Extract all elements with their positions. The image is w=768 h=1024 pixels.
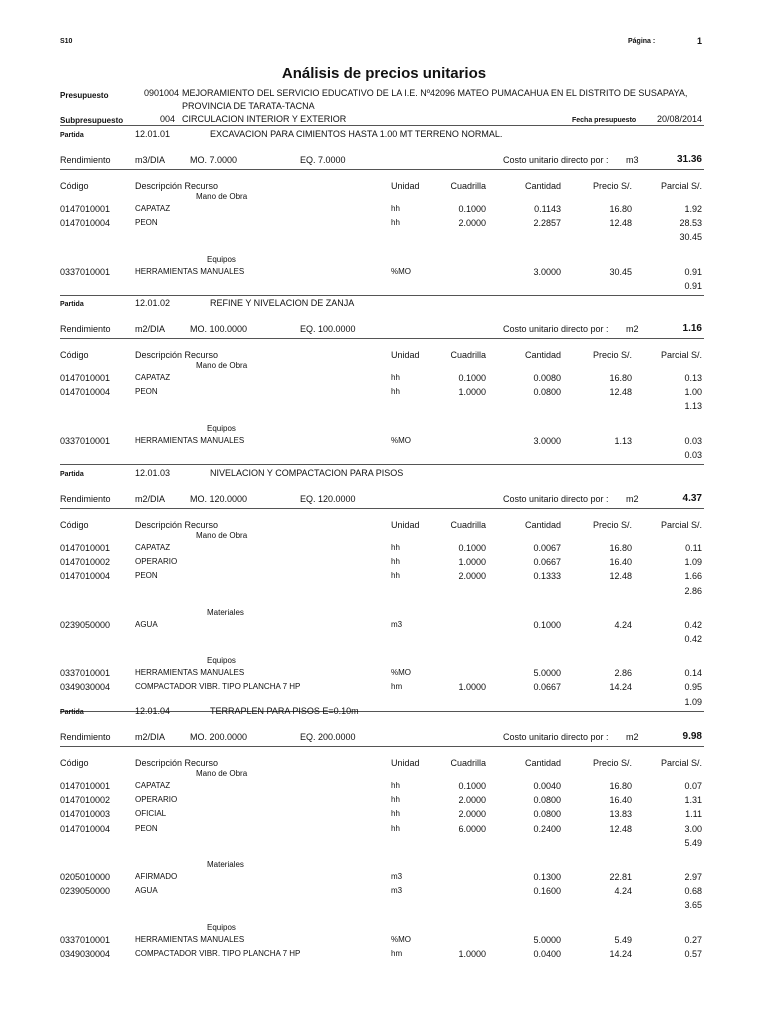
row-codigo: 0337010001 [60, 435, 111, 446]
row-descripcion: PEON [135, 218, 158, 228]
row-unidad: hh [391, 373, 400, 382]
row-descripcion: HERRAMIENTAS MANUALES [135, 435, 245, 445]
row-precio: 14.24 [609, 948, 632, 959]
page-title: Análisis de precios unitarios [281, 65, 487, 82]
row-parcial: 1.66 [684, 571, 702, 582]
rendimiento-label: Rendimiento [60, 155, 111, 165]
costo-unitario-unit: m2 [626, 732, 639, 742]
page-number: 1 [696, 36, 702, 46]
col-header-codigo: Código [60, 758, 89, 768]
col-header-unidad: Unidad [391, 758, 420, 768]
col-header-codigo: Código [60, 520, 89, 530]
row-precio: 12.48 [609, 218, 632, 229]
row-codigo: 0349030004 [60, 948, 111, 959]
col-header-parcial: Parcial S/. [660, 181, 702, 191]
rendimiento-mo: MO. 100.0000 [190, 324, 248, 334]
row-descripcion: OPERARIO [135, 557, 178, 567]
subpresupuesto-label: Subpresupuesto [60, 116, 124, 125]
row-precio: 12.48 [609, 387, 632, 398]
row-cantidad: 5.0000 [533, 934, 561, 945]
col-header-unidad: Unidad [391, 520, 420, 530]
row-descripcion: HERRAMIENTAS MANUALES [135, 266, 245, 276]
row-cantidad: 5.0000 [533, 668, 561, 679]
rendimiento-divider [60, 746, 704, 747]
row-parcial: 0.11 [685, 543, 702, 553]
col-header-precio: Precio S/. [592, 350, 632, 360]
row-unidad: hh [391, 204, 400, 213]
row-parcial: 0.42 [684, 619, 702, 630]
fecha-presupuesto-label: Fecha presupuesto [572, 117, 637, 124]
rendimiento-mo: MO. 7.0000 [190, 155, 238, 165]
partida-code: 12.01.01 [135, 129, 171, 139]
row-unidad: hh [391, 557, 400, 567]
presupuesto-code: 0901004 [144, 88, 180, 98]
row-codigo: 0349030004 [60, 682, 111, 693]
row-parcial: 0.13 [684, 373, 702, 383]
row-cuadrilla: 1.0000 [458, 557, 486, 568]
row-codigo: 0147010004 [60, 571, 111, 582]
group-subtotal: 0.91 [684, 280, 702, 291]
row-parcial: 1.00 [684, 387, 702, 398]
resource-group-title: Mano de Obra [196, 361, 248, 370]
costo-unitario-unit: m2 [626, 494, 639, 504]
costo-unitario-value: 4.37 [682, 493, 702, 504]
rendimiento-label: Rendimiento [60, 324, 111, 334]
row-unidad: hm [391, 682, 403, 692]
col-header-cuadrilla: Cuadrilla [450, 758, 486, 768]
row-unidad: m3 [391, 886, 403, 896]
row-unidad: %MO [391, 934, 411, 944]
row-unidad: hh [391, 809, 400, 819]
partida-divider [60, 464, 704, 465]
row-unidad: hh [391, 795, 400, 805]
row-precio: 16.80 [609, 373, 632, 383]
rendimiento-divider [60, 338, 704, 339]
row-precio: 4.24 [614, 619, 632, 630]
row-precio: 16.40 [609, 557, 632, 568]
row-cantidad: 0.0800 [533, 387, 561, 398]
group-subtotal: 1.09 [684, 696, 702, 707]
row-unidad: hh [391, 823, 400, 833]
col-header-descripcion: Descripción Recurso [135, 350, 219, 360]
row-descripcion: PEON [135, 823, 158, 833]
row-cuadrilla: 0.1000 [458, 543, 486, 553]
row-precio: 13.83 [609, 809, 632, 820]
row-cantidad: 0.0040 [533, 781, 561, 791]
row-precio: 1.13 [614, 435, 632, 446]
row-cuadrilla: 0.1000 [458, 781, 486, 791]
rendimiento-divider [60, 169, 704, 170]
row-descripcion: COMPACTADOR VIBR. TIPO PLANCHA 7 HP [135, 682, 301, 692]
col-header-cantidad: Cantidad [524, 181, 561, 191]
col-header-descripcion: Descripción Recurso [135, 520, 219, 530]
row-parcial: 3.00 [684, 823, 702, 834]
col-header-parcial: Parcial S/. [660, 350, 702, 360]
row-parcial: 0.14 [684, 668, 702, 679]
row-descripcion: CAPATAZ [135, 204, 171, 213]
row-cantidad: 0.0080 [533, 373, 561, 383]
row-cuadrilla: 1.0000 [458, 948, 486, 959]
presupuesto-name-line1: MEJORAMIENTO DEL SERVICIO EDUCATIVO DE LA I.E. Nº42096 MATEO PUMACAHUA EN EL DISTRITO DE SUSAPAYA, [182, 88, 688, 98]
row-cantidad: 0.0800 [533, 795, 561, 806]
costo-unitario-unit: m2 [626, 324, 639, 334]
resource-group-title: Equipos [207, 922, 236, 932]
col-header-parcial: Parcial S/. [660, 520, 702, 530]
row-unidad: %MO [391, 668, 411, 678]
row-parcial: 0.68 [684, 886, 702, 897]
header-divider [60, 125, 704, 126]
costo-unitario-unit: m3 [626, 155, 639, 165]
row-precio: 5.49 [614, 934, 632, 945]
rendimiento-eq: EQ. 200.0000 [300, 732, 356, 742]
col-header-cuadrilla: Cuadrilla [450, 520, 486, 530]
partida-label: Partida [60, 709, 84, 716]
row-unidad: %MO [391, 266, 411, 276]
row-cuadrilla: 2.0000 [458, 809, 486, 820]
row-cantidad: 0.1300 [533, 872, 561, 882]
col-header-parcial: Parcial S/. [660, 758, 702, 768]
group-subtotal: 1.13 [684, 401, 702, 412]
row-parcial: 0.91 [684, 266, 702, 277]
partida-name: NIVELACION Y COMPACTACION PARA PISOS [210, 468, 404, 478]
partida-name: EXCAVACION PARA CIMIENTOS HASTA 1.00 MT TERRENO NORMAL. [210, 129, 503, 139]
row-descripcion: PEON [135, 387, 158, 397]
row-cantidad: 3.0000 [533, 435, 561, 446]
costo-unitario-label: Costo unitario directo por : [503, 155, 609, 165]
row-codigo: 0147010001 [60, 204, 111, 214]
row-codigo: 0147010002 [60, 795, 111, 806]
partida-name: REFINE Y NIVELACION DE ZANJA [210, 298, 355, 308]
row-descripcion: AGUA [135, 619, 158, 629]
row-cuadrilla: 0.1000 [458, 204, 486, 214]
col-header-unidad: Unidad [391, 181, 420, 191]
row-unidad: hm [391, 948, 403, 958]
row-precio: 12.48 [609, 823, 632, 834]
partida-label: Partida [60, 301, 84, 308]
resource-group-title: Equipos [207, 254, 236, 264]
resource-group-title: Mano de Obra [196, 769, 248, 778]
row-descripcion: CAPATAZ [135, 543, 171, 552]
row-precio: 16.80 [609, 781, 632, 791]
partida-code: 12.01.04 [135, 706, 171, 716]
row-codigo: 0147010001 [60, 543, 111, 553]
row-parcial: 0.27 [684, 934, 702, 945]
rendimiento-eq: EQ. 7.0000 [300, 155, 346, 165]
col-header-cuadrilla: Cuadrilla [450, 350, 486, 360]
row-cantidad: 0.2400 [533, 823, 561, 834]
row-parcial: 0.95 [684, 682, 702, 693]
rendimiento-mo: MO. 120.0000 [190, 494, 248, 504]
row-cantidad: 0.0667 [533, 557, 561, 568]
page-label: Página : [628, 38, 656, 45]
partida-label: Partida [60, 471, 84, 478]
row-descripcion: CAPATAZ [135, 781, 171, 790]
costo-unitario-label: Costo unitario directo por : [503, 324, 609, 334]
col-header-cantidad: Cantidad [524, 520, 561, 530]
partida-code: 12.01.03 [135, 468, 171, 478]
row-descripcion: OFICIAL [135, 809, 167, 819]
resource-group-title: Equipos [207, 656, 236, 666]
row-cuadrilla: 2.0000 [458, 571, 486, 582]
group-subtotal: 3.65 [684, 900, 702, 911]
row-precio: 16.40 [609, 795, 632, 806]
presupuesto-name-line2: PROVINCIA DE TARATA-TACNA [182, 101, 315, 111]
group-subtotal: 2.86 [684, 585, 702, 596]
row-codigo: 0147010004 [60, 823, 111, 834]
resource-group-title: Materiales [207, 607, 244, 617]
resource-group-title: Mano de Obra [196, 192, 248, 201]
col-header-descripcion: Descripción Recurso [135, 758, 219, 768]
costo-unitario-value: 31.36 [676, 154, 702, 165]
col-header-precio: Precio S/. [592, 758, 632, 768]
row-descripcion: HERRAMIENTAS MANUALES [135, 668, 245, 678]
row-parcial: 1.09 [684, 557, 702, 568]
row-codigo: 0147010003 [60, 809, 111, 820]
row-codigo: 0337010001 [60, 668, 111, 679]
row-codigo: 0147010002 [60, 557, 111, 568]
rendimiento-unit: m3/DIA [135, 155, 166, 165]
partida-code: 12.01.02 [135, 298, 171, 308]
row-descripcion: COMPACTADOR VIBR. TIPO PLANCHA 7 HP [135, 948, 301, 958]
row-codigo: 0337010001 [60, 934, 111, 945]
row-unidad: hh [391, 781, 400, 790]
rendimiento-divider [60, 508, 704, 509]
group-subtotal: 5.49 [684, 837, 702, 848]
rendimiento-eq: EQ. 100.0000 [300, 324, 356, 334]
row-cantidad: 0.1333 [533, 571, 561, 582]
row-codigo: 0239050000 [60, 886, 111, 897]
row-precio: 30.45 [609, 266, 632, 277]
resource-group-title: Materiales [207, 860, 244, 869]
row-codigo: 0239050000 [60, 619, 111, 630]
col-header-descripcion: Descripción Recurso [135, 181, 219, 191]
col-header-cantidad: Cantidad [524, 758, 561, 768]
row-codigo: 0147010004 [60, 387, 111, 398]
row-unidad: hh [391, 571, 400, 581]
row-descripcion: HERRAMIENTAS MANUALES [135, 934, 245, 944]
row-cuadrilla: 6.0000 [458, 823, 486, 834]
row-descripcion: AFIRMADO [135, 872, 178, 881]
col-header-precio: Precio S/. [592, 181, 632, 191]
row-cantidad: 2.2857 [533, 218, 561, 229]
row-parcial: 1.31 [684, 795, 702, 806]
subpresupuesto-name: CIRCULACION INTERIOR Y EXTERIOR [182, 114, 347, 124]
row-unidad: hh [391, 218, 400, 228]
row-cuadrilla: 2.0000 [458, 795, 486, 806]
row-descripcion: PEON [135, 571, 158, 581]
row-codigo: 0337010001 [60, 266, 111, 277]
row-cantidad: 0.1000 [533, 619, 561, 630]
row-cantidad: 0.0667 [533, 682, 561, 693]
rendimiento-unit: m2/DIA [135, 732, 166, 742]
row-parcial: 0.03 [684, 435, 702, 446]
row-cantidad: 0.0400 [533, 948, 561, 959]
row-unidad: m3 [391, 619, 403, 629]
costo-unitario-label: Costo unitario directo por : [503, 494, 609, 504]
row-descripcion: CAPATAZ [135, 373, 171, 382]
row-precio: 22.81 [609, 872, 632, 882]
col-header-codigo: Código [60, 350, 89, 360]
row-cantidad: 0.1600 [533, 886, 561, 897]
subpresupuesto-code: 004 [160, 114, 176, 124]
rendimiento-unit: m2/DIA [135, 494, 166, 504]
fecha-presupuesto-value: 20/08/2014 [656, 114, 702, 124]
costo-unitario-label: Costo unitario directo por : [503, 732, 609, 742]
row-parcial: 1.92 [684, 204, 702, 214]
group-subtotal: 30.45 [679, 232, 702, 243]
col-header-cuadrilla: Cuadrilla [450, 181, 486, 191]
group-subtotal: 0.42 [684, 634, 702, 644]
row-codigo: 0147010001 [60, 781, 111, 791]
row-cantidad: 0.1143 [534, 204, 561, 214]
row-unidad: m3 [391, 872, 403, 881]
row-descripcion: OPERARIO [135, 795, 178, 805]
row-precio: 14.24 [609, 682, 632, 693]
rendimiento-eq: EQ. 120.0000 [300, 494, 356, 504]
costo-unitario-value: 9.98 [682, 731, 702, 742]
row-unidad: hh [391, 543, 400, 552]
row-unidad: hh [391, 387, 400, 397]
row-precio: 16.80 [609, 204, 632, 214]
row-unidad: %MO [391, 435, 411, 445]
row-codigo: 0147010001 [60, 373, 111, 383]
presupuesto-label: Presupuesto [60, 91, 109, 100]
partida-label: Partida [60, 132, 84, 139]
row-parcial: 0.57 [684, 948, 702, 959]
partida-divider [60, 295, 704, 296]
rendimiento-unit: m2/DIA [135, 324, 166, 334]
row-cuadrilla: 0.1000 [458, 373, 486, 383]
col-header-precio: Precio S/. [592, 520, 632, 530]
row-precio: 2.86 [614, 668, 632, 679]
resource-group-title: Mano de Obra [196, 531, 248, 540]
row-parcial: 2.97 [684, 872, 702, 882]
row-descripcion: AGUA [135, 886, 158, 896]
col-header-codigo: Código [60, 181, 89, 191]
report-code: S10 [60, 38, 73, 45]
partida-name: TERRAPLEN PARA PISOS E=0.10m [210, 706, 359, 716]
group-subtotal: 0.03 [684, 449, 702, 460]
col-header-cantidad: Cantidad [524, 350, 561, 360]
row-precio: 4.24 [614, 886, 632, 897]
rendimiento-label: Rendimiento [60, 494, 111, 504]
rendimiento-label: Rendimiento [60, 732, 111, 742]
row-parcial: 28.53 [679, 218, 702, 229]
row-precio: 12.48 [609, 571, 632, 582]
row-precio: 16.80 [609, 543, 632, 553]
row-cuadrilla: 2.0000 [458, 218, 486, 229]
row-cuadrilla: 1.0000 [458, 387, 486, 398]
row-parcial: 1.11 [685, 809, 702, 820]
row-cuadrilla: 1.0000 [458, 682, 486, 693]
row-codigo: 0205010000 [60, 872, 111, 882]
row-parcial: 0.07 [684, 781, 702, 791]
row-cantidad: 3.0000 [533, 266, 561, 277]
costo-unitario-value: 1.16 [682, 323, 702, 334]
col-header-unidad: Unidad [391, 350, 420, 360]
row-cantidad: 0.0067 [533, 543, 561, 553]
row-cantidad: 0.0800 [533, 809, 561, 820]
rendimiento-mo: MO. 200.0000 [190, 732, 248, 742]
row-codigo: 0147010004 [60, 218, 111, 229]
resource-group-title: Equipos [207, 423, 236, 433]
